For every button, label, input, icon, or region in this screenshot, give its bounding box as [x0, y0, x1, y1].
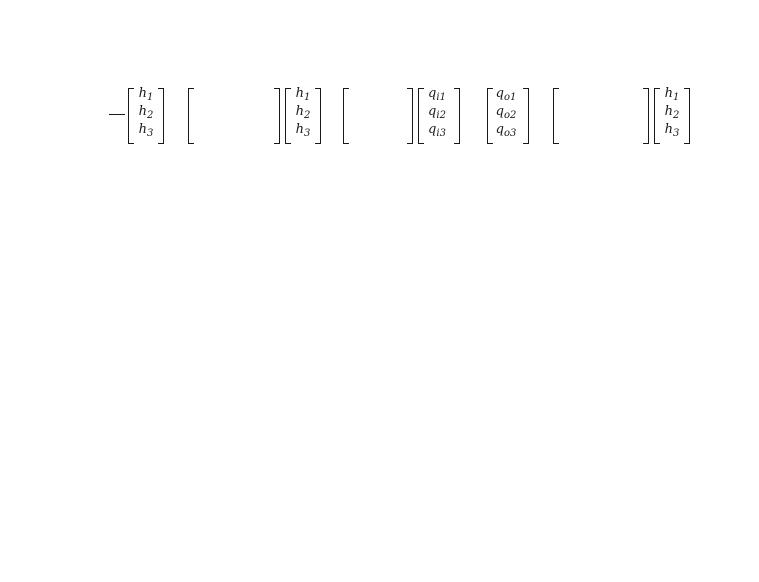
state-vector-rhs: $h_1$ $h_2$ $h_3$: [285, 88, 321, 142]
h1: $h_1$: [138, 86, 154, 103]
matrix-B: [343, 88, 413, 142]
fraction-bar: [109, 114, 125, 115]
state-vector-lhs: [128, 88, 164, 142]
h3: $h_3$: [138, 122, 154, 139]
qo1: $q_{o1}$: [495, 86, 517, 103]
qi3: $q_{i3}$: [428, 122, 446, 139]
qo3: $q_{o3}$: [495, 122, 517, 139]
h2: $h_2$: [138, 104, 154, 121]
state-space-equation: [0, 0, 759, 150]
qo2: $q_{o2}$: [495, 104, 517, 121]
matrix-A: [188, 88, 280, 142]
input-vector: [418, 88, 460, 142]
qi1: $q_{i1}$: [428, 86, 446, 103]
matrix-C: [553, 88, 649, 142]
qi2: $q_{i2}$: [428, 104, 446, 121]
state-vector-output: $h_1$ $h_2$ $h_3$: [654, 88, 690, 142]
output-vector: [487, 88, 529, 142]
